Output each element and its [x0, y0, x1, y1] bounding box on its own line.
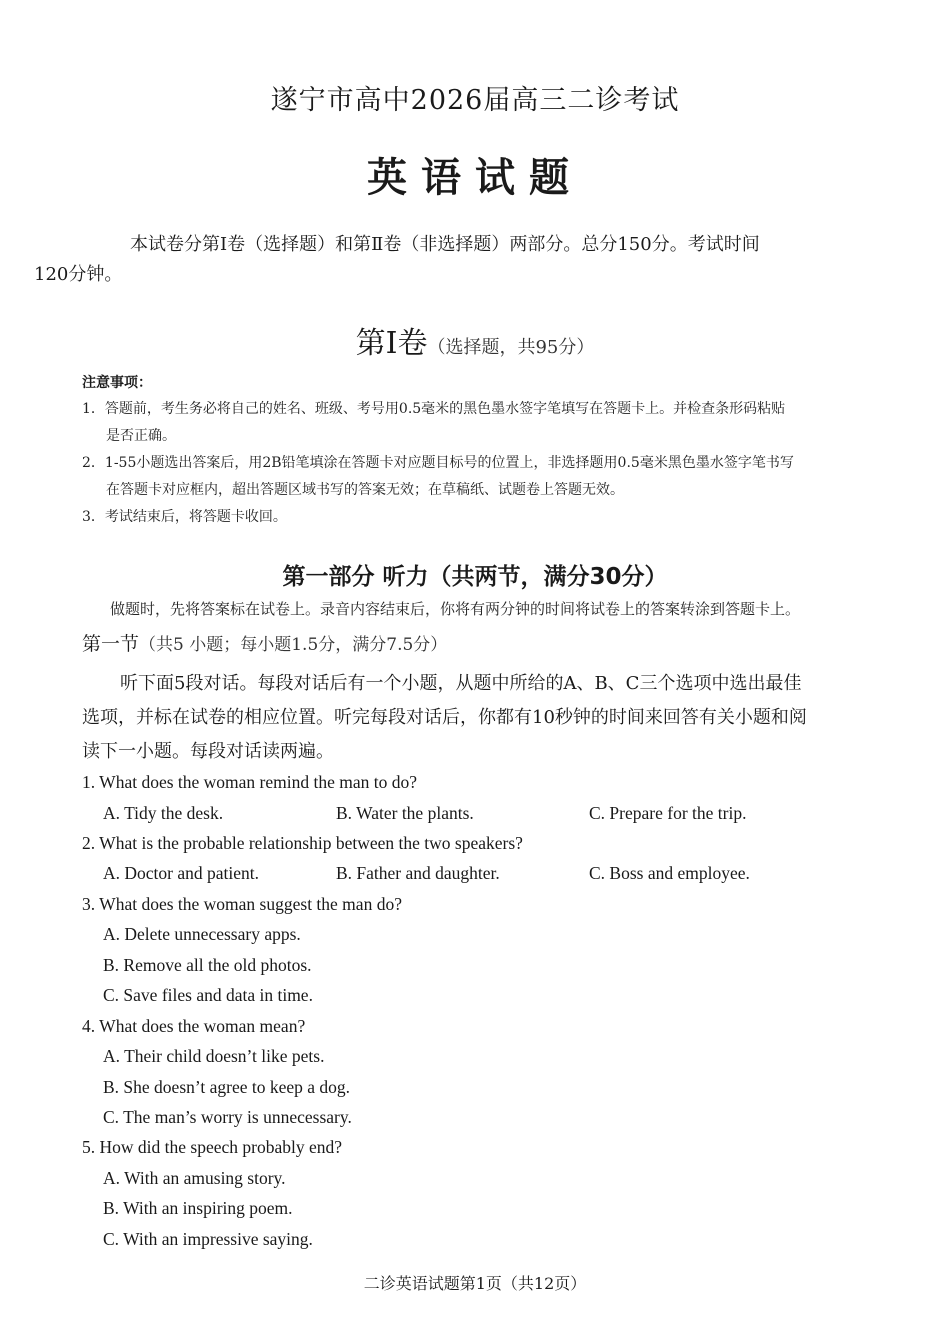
part-one-title: 第一部分 听力（共两节，满分30分）: [282, 564, 668, 590]
directions-line-3: 读下一小题。每段对话读两遍。: [82, 741, 334, 762]
section-one-note: （共5 小题；每小题1.5分，满分7.5分）: [139, 635, 448, 655]
question-1-option-b: B. Water the plants.: [336, 803, 474, 823]
question-3-option-a: A. Delete unnecessary apps.: [103, 924, 301, 944]
directions-line-2: 选项，并标在试卷的相应位置。听完每段对话后，你都有10秒钟的时间来回答有关小题和阅: [82, 707, 807, 728]
question-2-option-a: A. Doctor and patient.: [103, 863, 259, 883]
note-item-1: 1．答题前，考生务必将自己的姓名、班级、考号用0.5毫米的黑色墨水签字笔填写在答题卡上。并检查条形码粘贴: [82, 401, 786, 417]
question-5-option-a: A. With an amusing story.: [103, 1168, 286, 1188]
note-item-1-cont: 是否正确。: [106, 428, 176, 444]
question-5-option-c: C. With an impressive saying.: [103, 1229, 313, 1249]
part-one-instruction: 做题时，先将答案标在试卷上。录音内容结束后，你将有两分钟的时间将试卷上的答案转涂到答题卡上。: [110, 600, 801, 618]
question-4-option-b: B. She doesn’t agree to keep a dog.: [103, 1077, 351, 1097]
intro-text: [34, 230, 872, 290]
question-1-option-a: A. Tidy the desk.: [103, 803, 224, 823]
question-1-option-c: C. Prepare for the trip.: [589, 803, 747, 823]
notes-heading: 注意事项：: [82, 375, 152, 391]
question-3-stem: 3. What does the woman suggest the man do?: [82, 894, 402, 914]
question-3-option-c: C. Save files and data in time.: [103, 985, 313, 1005]
section-one-heading: [82, 629, 447, 656]
question-1-stem: 1. What does the woman remind the man to do?: [82, 772, 418, 792]
volume-title: 第Ⅰ卷: [355, 326, 428, 361]
question-2-stem: 2. What is the probable relationship between the two speakers?: [82, 833, 523, 853]
question-3-option-b: B. Remove all the old photos.: [103, 955, 312, 975]
question-4-stem: 4. What does the woman mean?: [82, 1016, 306, 1036]
question-4-option-a: A. Their child doesn’t like pets.: [103, 1046, 325, 1066]
question-5-option-b: B. With an inspiring poem.: [103, 1198, 293, 1218]
volume-note: （选择题，共95分）: [427, 337, 595, 358]
question-2-option-b: B. Father and daughter.: [336, 863, 500, 883]
question-5-stem: 5. How did the speech probably end?: [82, 1137, 342, 1157]
section-one-title: 第一节: [82, 633, 140, 655]
intro-line-1: 本试卷分第Ⅰ卷（选择题）和第Ⅱ卷（非选择题）两部分。总分150分。考试时间: [130, 234, 760, 255]
exam-title: 遂宁市高中2026届高三二诊考试: [270, 85, 680, 116]
note-item-2: 2．1-55小题选出答案后，用2B铅笔填涂在答题卡对应题目标号的位置上，非选择题用0.5毫米黑色墨水签字笔书写: [82, 455, 794, 471]
directions-line-1: 听下面5段对话。每段对话后有一个小题，从题中所给的A、B、C三个选项中选出最佳: [120, 673, 802, 694]
subject-title: 英语试题: [367, 155, 583, 201]
note-item-3: 3．考试结束后，将答题卡收回。: [82, 509, 287, 525]
note-item-2-cont: 在答题卡对应框内，超出答题区域书写的答案无效；在草稿纸、试题卷上答题无效。: [106, 482, 624, 498]
intro-line-2: 120分钟。: [34, 264, 123, 285]
question-2-option-c: C. Boss and employee.: [589, 863, 750, 883]
page-footer: 二诊英语试题第1页（共12页）: [363, 1274, 587, 1293]
question-4-option-c: C. The man’s worry is unnecessary.: [103, 1107, 352, 1127]
volume-heading: [0, 318, 950, 362]
